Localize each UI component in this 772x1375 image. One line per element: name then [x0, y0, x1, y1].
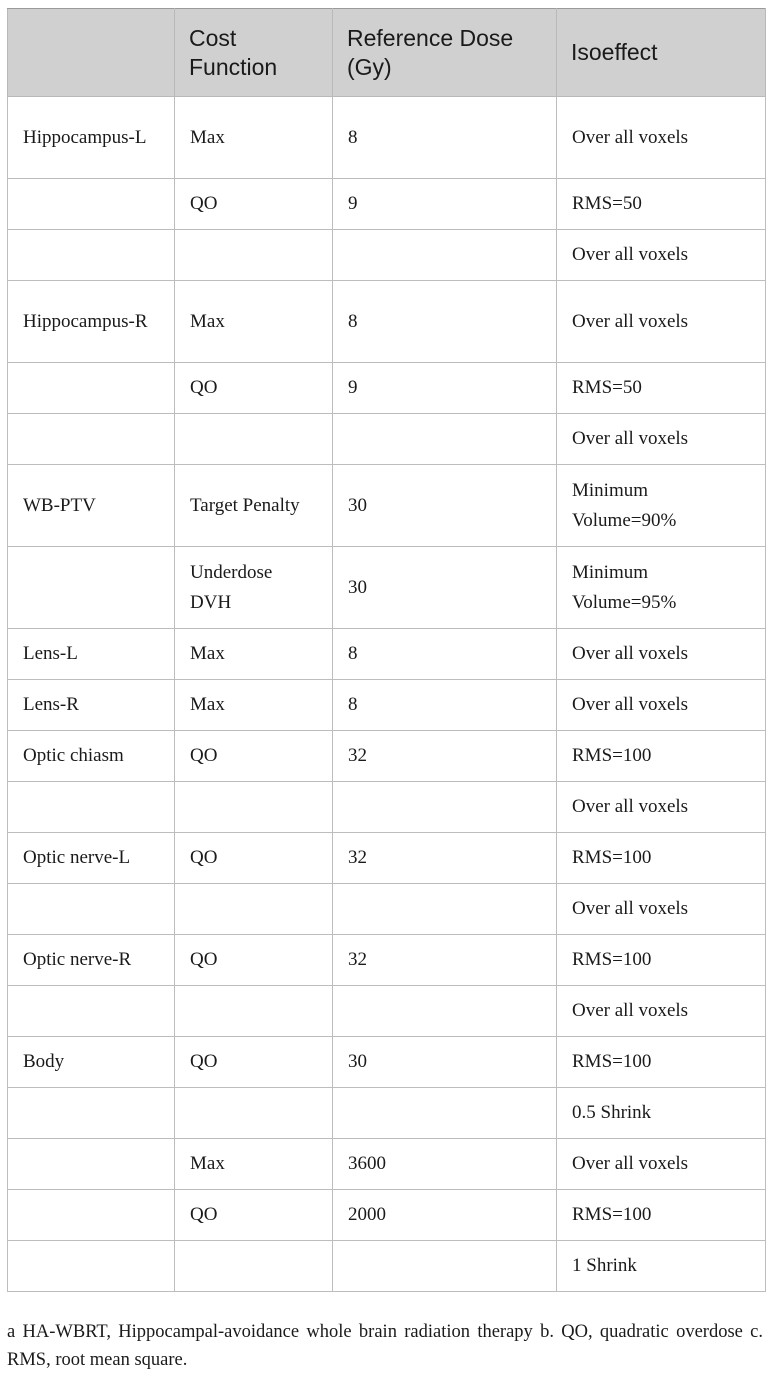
- cell-cost-function: Max: [175, 281, 333, 363]
- cell-structure: Optic chiasm: [8, 731, 175, 782]
- cell-reference-dose: 9: [333, 179, 557, 230]
- cell-structure: Body: [8, 1037, 175, 1088]
- header-cost-function: Cost Function: [175, 9, 333, 97]
- cell-isoeffect: 1 Shrink: [557, 1241, 766, 1292]
- cell-isoeffect: RMS=100: [557, 935, 766, 986]
- cell-structure: [8, 1088, 175, 1139]
- cell-isoeffect: Over all voxels: [557, 884, 766, 935]
- cell-structure: Hippocampus-R: [8, 281, 175, 363]
- cell-reference-dose: [333, 230, 557, 281]
- cell-cost-function: [175, 1088, 333, 1139]
- cell-isoeffect: Over all voxels: [557, 281, 766, 363]
- cell-isoeffect: Over all voxels: [557, 414, 766, 465]
- cell-isoeffect: Over all voxels: [557, 230, 766, 281]
- table-row: [8, 782, 766, 833]
- table-row: [8, 1088, 766, 1139]
- table-row: [8, 935, 766, 986]
- planning-objectives-table: [7, 8, 766, 1292]
- cell-reference-dose: [333, 986, 557, 1037]
- table-row: [8, 1241, 766, 1292]
- cell-reference-dose: 30: [333, 547, 557, 629]
- cell-cost-function: [175, 414, 333, 465]
- cell-isoeffect: Over all voxels: [557, 1139, 766, 1190]
- table-row: [8, 1190, 766, 1241]
- cell-reference-dose: 2000: [333, 1190, 557, 1241]
- cell-reference-dose: [333, 884, 557, 935]
- cell-structure: [8, 230, 175, 281]
- cell-isoeffect: RMS=100: [557, 1037, 766, 1088]
- cell-cost-function: [175, 230, 333, 281]
- header-row: [8, 9, 766, 97]
- header-structure: [8, 9, 175, 97]
- cell-structure: Hippocampus-L: [8, 97, 175, 179]
- table-body: [8, 97, 766, 1292]
- cell-reference-dose: 30: [333, 465, 557, 547]
- cell-cost-function: Max: [175, 1139, 333, 1190]
- cell-reference-dose: 3600: [333, 1139, 557, 1190]
- cell-cost-function: Max: [175, 97, 333, 179]
- table-row: [8, 414, 766, 465]
- cell-isoeffect: Over all voxels: [557, 680, 766, 731]
- table-row: [8, 1139, 766, 1190]
- cell-isoeffect: RMS=50: [557, 363, 766, 414]
- cell-isoeffect: Minimum Volume=90%: [557, 465, 766, 547]
- cell-isoeffect: Over all voxels: [557, 97, 766, 179]
- cell-reference-dose: [333, 782, 557, 833]
- cell-isoeffect: Over all voxels: [557, 629, 766, 680]
- cell-cost-function: Underdose DVH: [175, 547, 333, 629]
- cell-isoeffect: RMS=100: [557, 731, 766, 782]
- table-row: [8, 833, 766, 884]
- cell-reference-dose: 30: [333, 1037, 557, 1088]
- table-row: [8, 465, 766, 547]
- table-row: [8, 731, 766, 782]
- cell-reference-dose: [333, 1088, 557, 1139]
- cell-structure: Optic nerve-L: [8, 833, 175, 884]
- header-reference-dose: Reference Dose (Gy): [333, 9, 557, 97]
- table-row: [8, 680, 766, 731]
- cell-structure: [8, 414, 175, 465]
- cell-isoeffect: Over all voxels: [557, 782, 766, 833]
- cell-structure: Lens-L: [8, 629, 175, 680]
- table-header: [8, 9, 766, 97]
- cell-structure: [8, 1241, 175, 1292]
- cell-cost-function: QO: [175, 363, 333, 414]
- cell-reference-dose: [333, 1241, 557, 1292]
- cell-cost-function: QO: [175, 731, 333, 782]
- table-footnote: a HA-WBRT, Hippocampal-avoidance whole brain radiation therapy b. QO, quadratic overdose c. RMS, root mean square.: [7, 1322, 763, 1370]
- cell-cost-function: Target Penalty: [175, 465, 333, 547]
- cell-reference-dose: 32: [333, 833, 557, 884]
- cell-structure: [8, 782, 175, 833]
- cell-isoeffect: RMS=50: [557, 179, 766, 230]
- cell-cost-function: QO: [175, 833, 333, 884]
- table-row: [8, 230, 766, 281]
- table-row: [8, 547, 766, 629]
- cell-cost-function: QO: [175, 1037, 333, 1088]
- cell-reference-dose: [333, 414, 557, 465]
- table-row: [8, 1037, 766, 1088]
- table-row: [8, 97, 766, 179]
- cell-structure: Optic nerve-R: [8, 935, 175, 986]
- cell-cost-function: [175, 986, 333, 1037]
- cell-isoeffect: Minimum Volume=95%: [557, 547, 766, 629]
- header-isoeffect: Isoeffect: [557, 9, 766, 97]
- cell-structure: [8, 986, 175, 1037]
- table-row: [8, 281, 766, 363]
- cell-reference-dose: 8: [333, 281, 557, 363]
- cell-cost-function: Max: [175, 680, 333, 731]
- cell-structure: [8, 547, 175, 629]
- table-row: [8, 363, 766, 414]
- cell-cost-function: QO: [175, 1190, 333, 1241]
- cell-reference-dose: 8: [333, 680, 557, 731]
- cell-cost-function: [175, 782, 333, 833]
- cell-isoeffect: RMS=100: [557, 1190, 766, 1241]
- cell-isoeffect: 0.5 Shrink: [557, 1088, 766, 1139]
- table-row: [8, 986, 766, 1037]
- table-row: [8, 629, 766, 680]
- cell-structure: [8, 884, 175, 935]
- cell-reference-dose: 8: [333, 629, 557, 680]
- cell-structure: Lens-R: [8, 680, 175, 731]
- cell-reference-dose: 8: [333, 97, 557, 179]
- cell-cost-function: QO: [175, 935, 333, 986]
- cell-structure: [8, 1139, 175, 1190]
- table-row: [8, 884, 766, 935]
- table-row: [8, 179, 766, 230]
- cell-structure: WB-PTV: [8, 465, 175, 547]
- cell-structure: [8, 1190, 175, 1241]
- cell-isoeffect: RMS=100: [557, 833, 766, 884]
- cell-reference-dose: 32: [333, 731, 557, 782]
- cell-structure: [8, 363, 175, 414]
- cell-reference-dose: 32: [333, 935, 557, 986]
- cell-cost-function: QO: [175, 179, 333, 230]
- cell-isoeffect: Over all voxels: [557, 986, 766, 1037]
- cell-cost-function: [175, 884, 333, 935]
- cell-cost-function: [175, 1241, 333, 1292]
- cell-cost-function: Max: [175, 629, 333, 680]
- cell-reference-dose: 9: [333, 363, 557, 414]
- cell-structure: [8, 179, 175, 230]
